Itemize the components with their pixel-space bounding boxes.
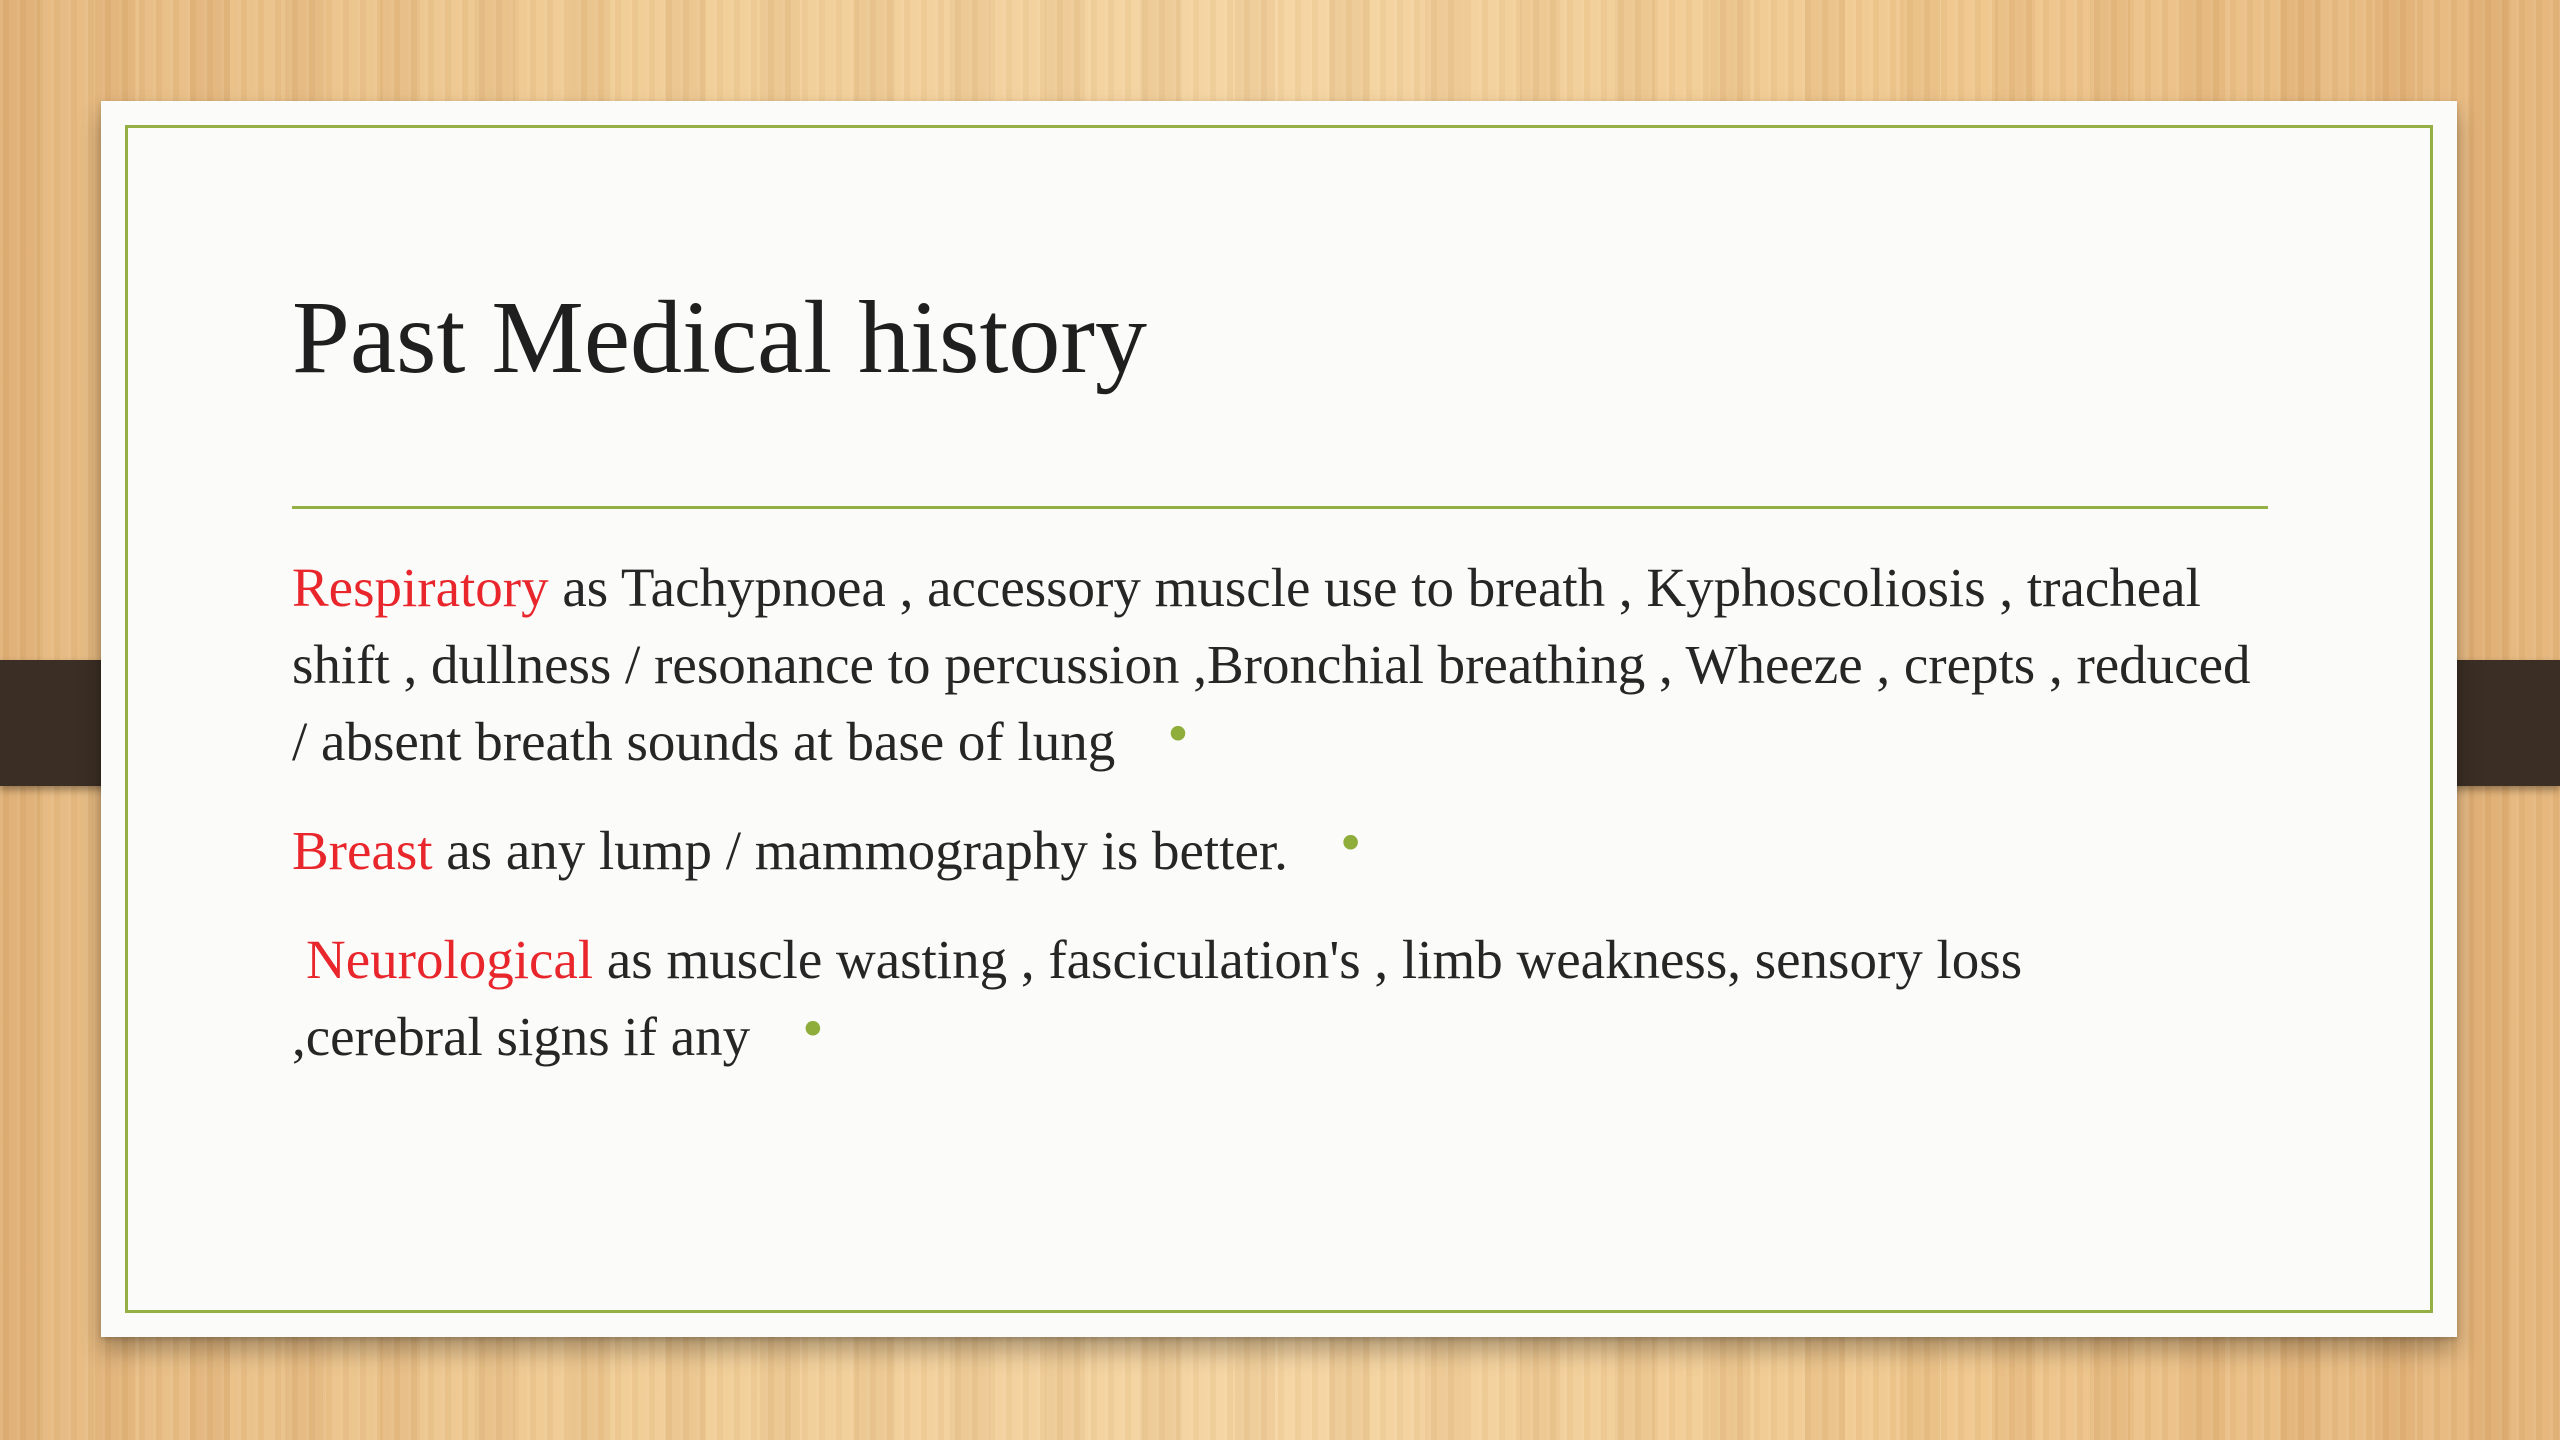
- bullet-text: as Tachypnoea , accessory muscle use to breath , Kyphoscoliosis , tracheal shift , dullness / resonance to percussion ,Bronchial breathing , Wheeze , crepts , reduced / absent breath sounds at base of lung: [292, 557, 2251, 772]
- bullet-breast: [292, 812, 2277, 891]
- slide-canvas: [101, 101, 2457, 1337]
- bullet-list: [292, 549, 2312, 1107]
- title-divider: [292, 506, 2268, 509]
- bullet-neurological: [292, 921, 2197, 1077]
- bullet-text: as any lump / mammography is better.: [432, 820, 1288, 881]
- slide-title: Past Medical history: [292, 280, 1148, 395]
- bullet-keyword: Neurological: [306, 929, 594, 990]
- bullet-dot-icon: •: [798, 1001, 828, 1059]
- bullet-text: as muscle wasting , fasciculation's , limb weakness, sensory loss ,cerebral signs if any: [292, 929, 2023, 1067]
- bullet-dot-icon: •: [1163, 706, 1193, 764]
- bullet-dot-icon: •: [1335, 815, 1366, 873]
- bullet-respiratory: [292, 549, 2277, 782]
- bullet-keyword: Respiratory: [292, 557, 549, 618]
- bullet-keyword: Breast: [292, 820, 433, 881]
